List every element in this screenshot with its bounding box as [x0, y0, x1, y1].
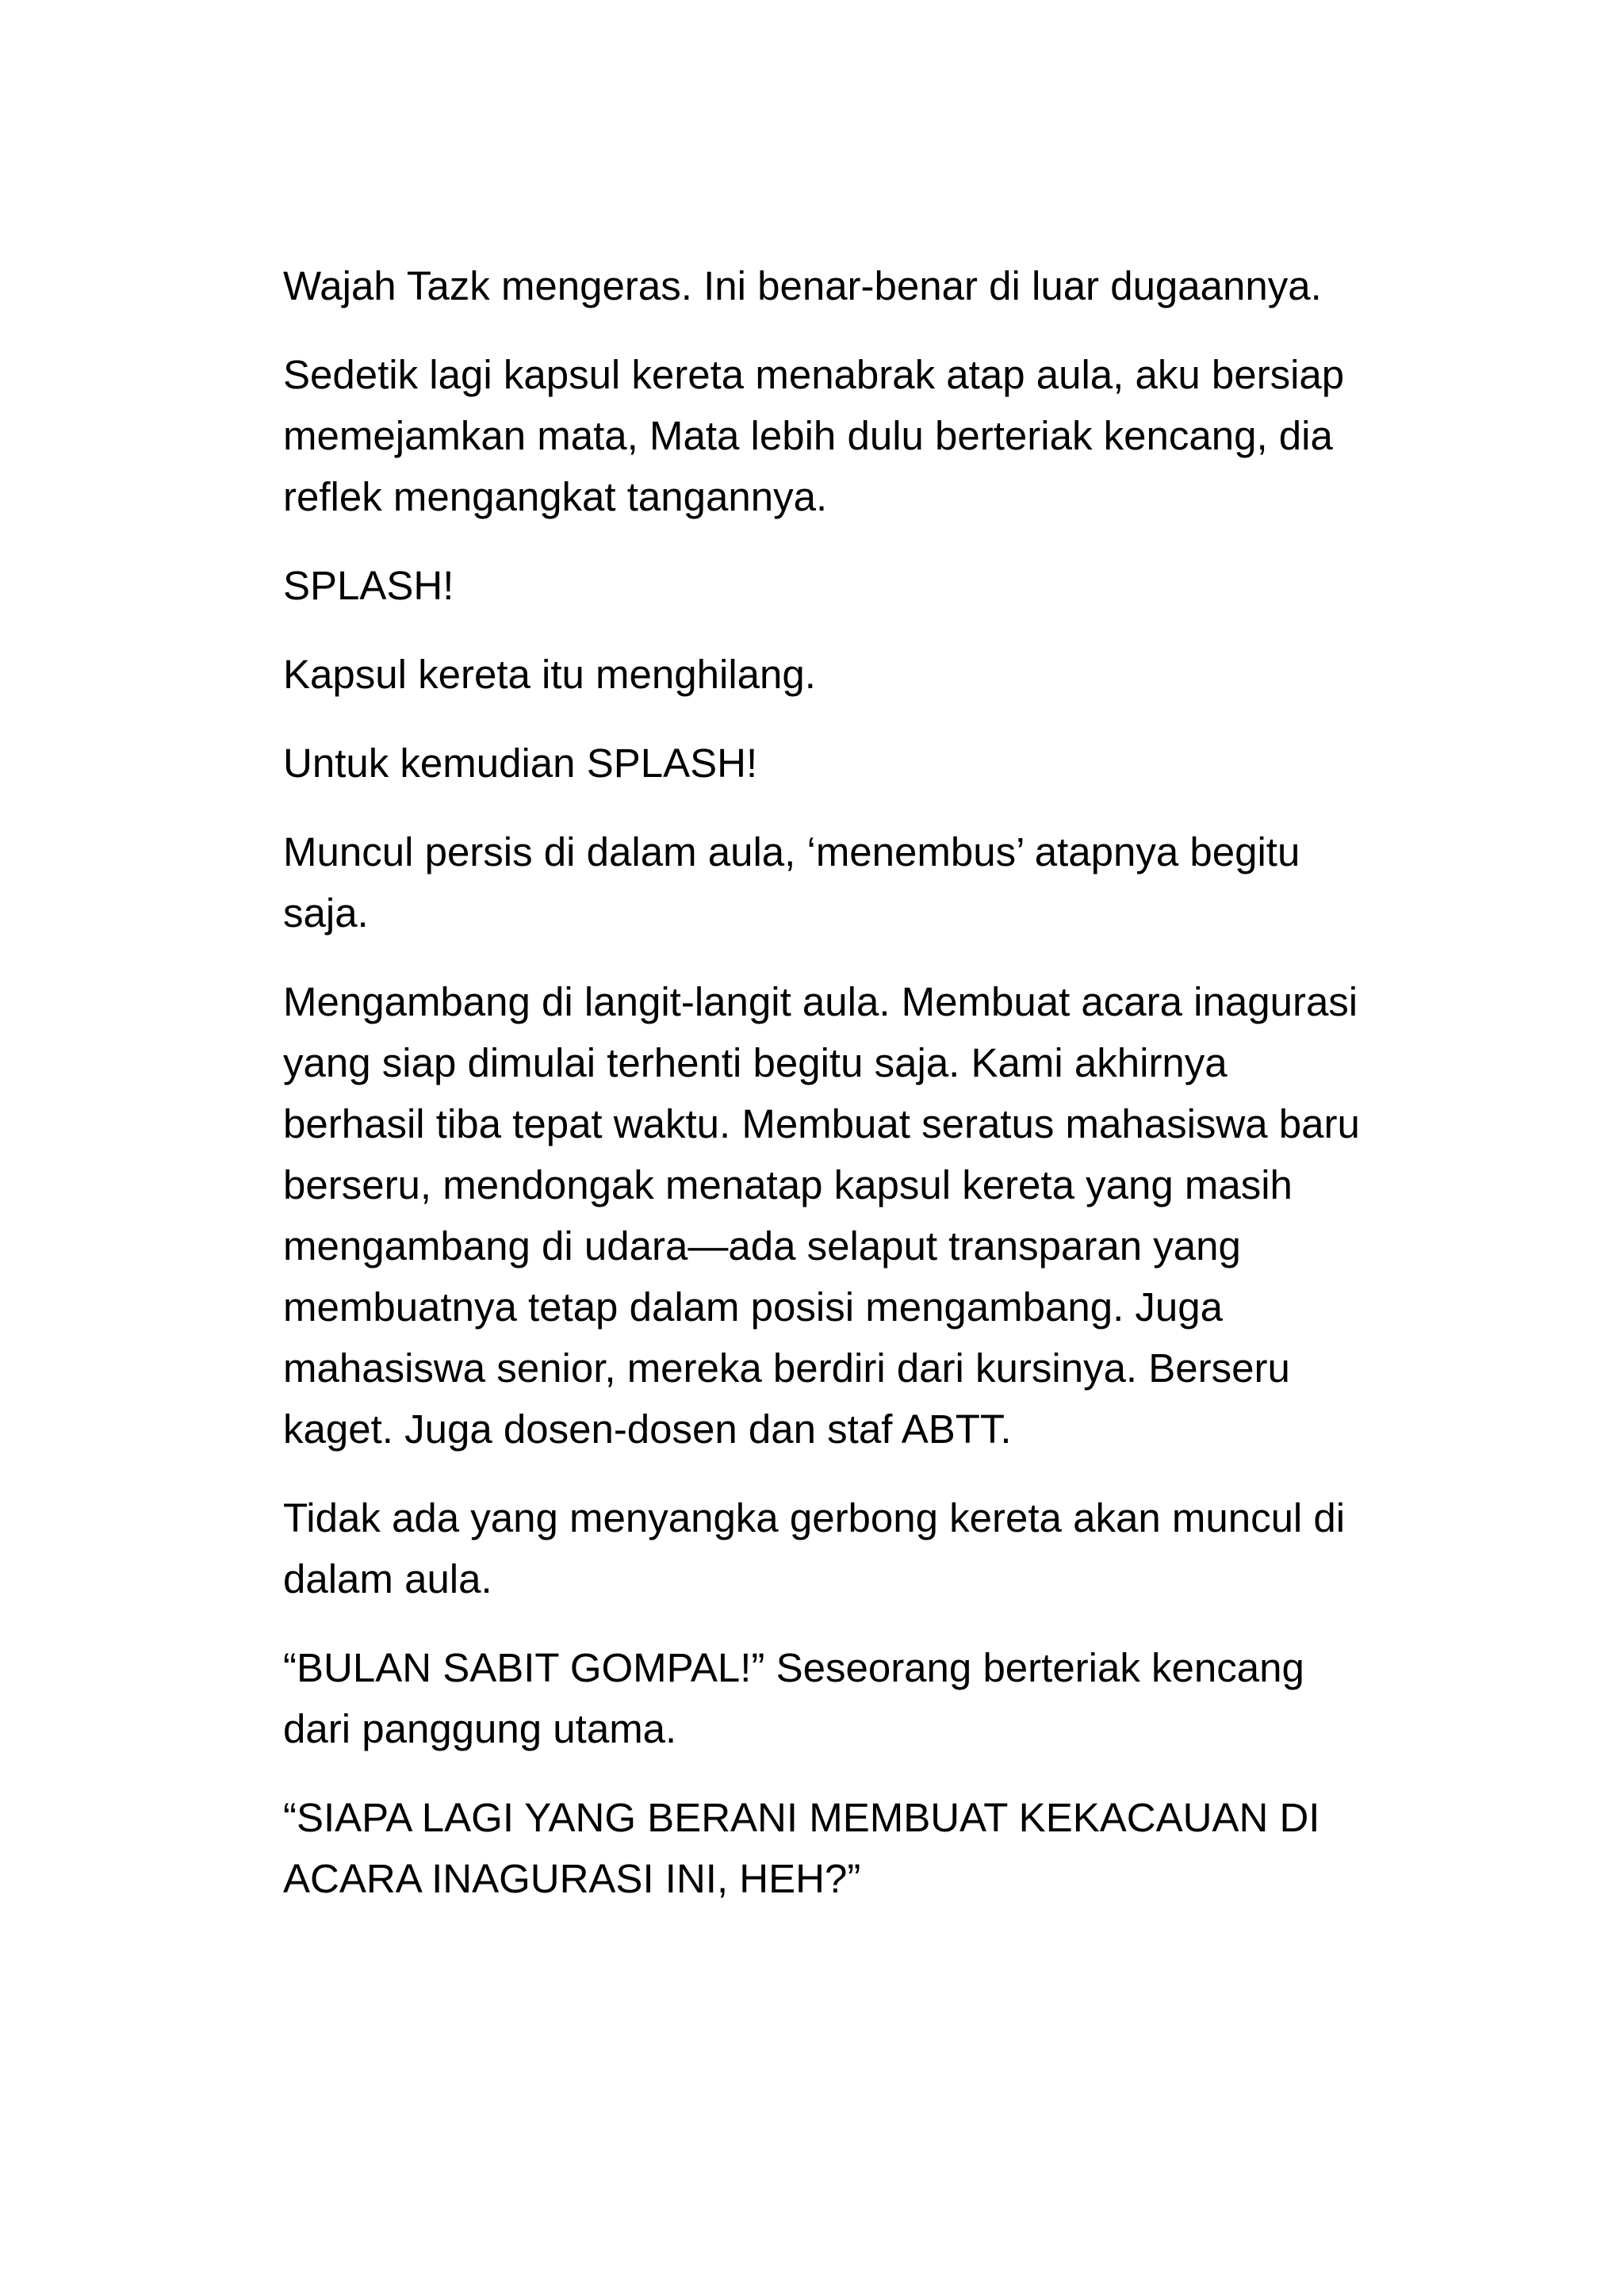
paragraph: Muncul persis di dalam aula, ‘menembus’ atapnya begitu saja. [283, 829, 1300, 936]
paragraph: “BULAN SABIT GOMPAL!” Seseorang berteriak kencang dari panggung utama. [283, 1645, 1304, 1751]
paragraph: Wajah Tazk mengeras. Ini benar-benar di luar dugaannya. [283, 263, 1322, 308]
paragraph: SPLASH! [283, 563, 454, 608]
paragraph: Sedetik lagi kapsul kereta menabrak atap aula, aku bersiap memejamkan mata, Mata lebih dulu berteriak kencang, dia reflek mengangkat tangannya. [283, 352, 1345, 519]
paragraph: Mengambang di langit-langit aula. Membuat acara inagurasi yang siap dimulai terhenti begitu saja. Kami akhirnya berhasil tiba tepat waktu. Membuat seratus mahasiswa baru berseru, mendongak menatap kapsul kereta yang masih mengambang di udara—ada selaput transparan yang membuatnya tetap dalam posisi mengambang. Juga mahasiswa senior, mereka berdiri dari kursinya. Berseru kaget. Juga dosen-dosen dan staf ABTT. [283, 979, 1360, 1452]
paragraph: Untuk kemudian SPLASH! [283, 740, 758, 786]
paragraph: Tidak ada yang menyangka gerbong kereta akan muncul di dalam aula. [283, 1495, 1346, 1601]
paragraph: “SIAPA LAGI YANG BERANI MEMBUAT KEKACAUAN DI ACARA INAGURASI INI, HEH?” [283, 1795, 1320, 1901]
paragraph: Kapsul kereta itu menghilang. [283, 652, 816, 697]
text-body [283, 255, 1362, 1937]
